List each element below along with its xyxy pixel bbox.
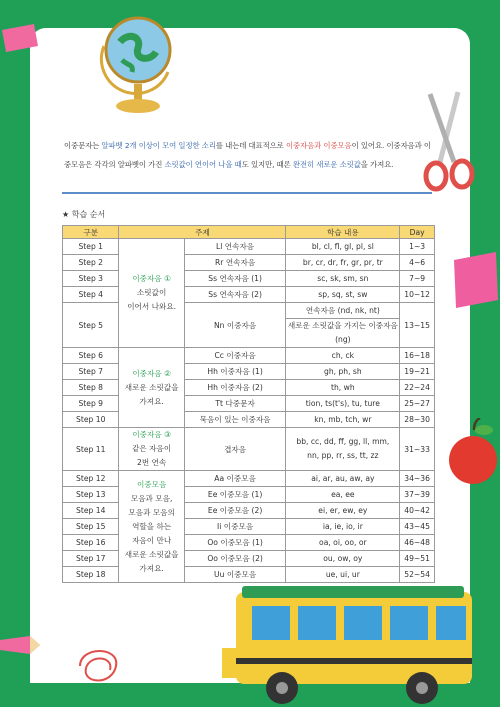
table-row [63, 303, 435, 348]
table-row [63, 287, 435, 303]
section-title: ★ 학습 순서 [62, 210, 106, 219]
day-cell: 37~39 [400, 487, 435, 503]
table-row [63, 551, 435, 567]
content-cell: sc, sk, sm, sn [286, 271, 400, 287]
content-line: (ng) [335, 335, 351, 344]
intro-paragraph [64, 136, 432, 174]
intro-highlight: 이중자음과 이중모음 [285, 141, 352, 150]
topic-cell: Oo 이중모음 (2) [184, 551, 286, 567]
day-cell: 7~9 [400, 271, 435, 287]
group-title: 이중자음 ③ [132, 430, 171, 439]
content-cell: br, cr, dr, fr, gr, pr, tr [286, 255, 400, 271]
group-desc: 같은 자음이 [132, 444, 172, 453]
step-cell: Step 10 [63, 412, 119, 428]
study-order-table [62, 225, 435, 583]
day-cell: 22~24 [400, 380, 435, 396]
content-cell: ai, ar, au, aw, ay [286, 471, 400, 487]
topic-cell: Uu 이중모음 [184, 567, 286, 583]
topic-cell: Ss 연속자음 (2) [184, 287, 286, 303]
group-desc: 역할을 하는 [132, 521, 172, 531]
table-row [63, 239, 435, 255]
intro-highlight: 알파벳 2개 이상이 모여 일정한 소리 [101, 141, 216, 150]
day-cell: 40~42 [400, 503, 435, 519]
intro-text: 를 내는데 대표적으로 [215, 141, 286, 150]
group-title: 이중자음 ① [132, 274, 171, 283]
group-title: 이중자음 ② [132, 368, 171, 378]
step-cell: Step 1 [63, 239, 119, 255]
table-header-row [63, 226, 435, 239]
day-cell: 43~45 [400, 519, 435, 535]
table-row [63, 380, 435, 396]
topic-cell: 겹자음 [184, 428, 286, 471]
content-cell: th, wh [286, 380, 400, 396]
group-desc: 새로운 소릿값을 [124, 549, 179, 559]
content-line: 새로운 소릿값을 가지는 이중자음 [287, 321, 398, 330]
topic-cell: Ee 이중모음 (2) [184, 503, 286, 519]
table-row [63, 396, 435, 412]
table-row [63, 503, 435, 519]
content-cell: ue, ui, ur [286, 567, 400, 583]
table-row [63, 487, 435, 503]
step-cell: Step 2 [63, 255, 119, 271]
content-cell: bl, cl, fl, gl, pl, sl [286, 239, 400, 255]
content-line: nn, pp, rr, ss, tt, zz [307, 451, 379, 460]
step-cell: Step 8 [63, 380, 119, 396]
sticky-note-icon [448, 250, 500, 312]
intro-text: 이중문자는 [64, 141, 102, 150]
table-row [63, 412, 435, 428]
step-cell: Step 9 [63, 396, 119, 412]
school-bus-icon [222, 582, 492, 707]
content-cell: gh, ph, sh [286, 364, 400, 380]
group-desc: 가져요. [139, 396, 164, 406]
content-cell: ch, ck [286, 348, 400, 364]
step-cell: Step 11 [63, 428, 119, 471]
group-desc: 모음과 모음, [130, 493, 173, 503]
intro-text: 도 있지만, 때론 [241, 160, 293, 169]
column-header: 학습 내용 [286, 226, 400, 239]
day-cell: 52~54 [400, 567, 435, 583]
day-cell: 28~30 [400, 412, 435, 428]
group-cell [119, 471, 184, 583]
day-cell: 25~27 [400, 396, 435, 412]
content-cell: ea, ee [286, 487, 400, 503]
topic-cell: Oo 이중모음 (1) [184, 535, 286, 551]
group-cell [119, 348, 184, 428]
topic-cell: Hh 이중자음 (2) [184, 380, 286, 396]
table-row [63, 348, 435, 364]
table-row [63, 471, 435, 487]
topic-cell: Ee 이중모음 (1) [184, 487, 286, 503]
step-cell: Step 3 [63, 271, 119, 287]
paper-scrap-icon [0, 24, 40, 54]
table-row [63, 567, 435, 583]
content-line: 연속자음 (nd, nk, nt) [286, 303, 399, 319]
content-cell: oa, oi, oo, or [286, 535, 400, 551]
content-cell: ia, ie, io, ir [286, 519, 400, 535]
day-cell: 34~36 [400, 471, 435, 487]
column-header: Day [400, 226, 435, 239]
day-cell: 49~51 [400, 551, 435, 567]
step-cell: Step 12 [63, 471, 119, 487]
group-desc: 2번 연속 [136, 458, 167, 467]
day-cell: 13~15 [400, 303, 435, 348]
day-cell: 16~18 [400, 348, 435, 364]
day-cell: 4~6 [400, 255, 435, 271]
group-desc: 자음이 만나 [132, 535, 172, 545]
content-cell: ou, ow, oy [286, 551, 400, 567]
topic-cell: Aa 이중모음 [184, 471, 286, 487]
content-cell: sp, sq, st, sw [286, 287, 400, 303]
intro-text: 이 있어요. 이중자음과 이중모음은 각각의 알파벳이 가진 [64, 141, 431, 169]
day-cell: 10~12 [400, 287, 435, 303]
day-cell: 31~33 [400, 428, 435, 471]
step-cell: Step 4 [63, 287, 119, 303]
table-row [63, 535, 435, 551]
column-header: 구분 [63, 226, 119, 239]
group-title: 이중모음 [136, 479, 167, 489]
content-cell: ei, er, ew, ey [286, 503, 400, 519]
topic-cell: Rr 연속자음 [184, 255, 286, 271]
intro-highlight: 소릿값이 연이어 나올 때 [164, 160, 242, 169]
group-cell [119, 428, 184, 471]
group-desc: 소릿값이 [136, 288, 167, 297]
topic-cell: Hh 이중자음 (1) [184, 364, 286, 380]
content-line: bb, cc, dd, ff, gg, ll, mm, [296, 437, 390, 446]
step-cell: Step 5 [63, 303, 119, 348]
topic-cell: Ss 연속자음 (1) [184, 271, 286, 287]
intro-text: 을 가져요. [360, 160, 394, 169]
content-cell [286, 428, 400, 471]
step-cell: Step 14 [63, 503, 119, 519]
topic-cell: Ii 이중모음 [184, 519, 286, 535]
day-cell: 46~48 [400, 535, 435, 551]
group-desc: 가져요. [139, 563, 164, 573]
topic-cell: 묵음이 있는 이중자음 [184, 412, 286, 428]
intro-highlight: 완전히 새로운 소릿값 [292, 160, 361, 169]
divider [62, 192, 432, 194]
group-cell [119, 239, 184, 348]
column-header: 주제 [119, 226, 286, 239]
content-cell: tion, ts(t's), tu, ture [286, 396, 400, 412]
topic-cell: Ll 연속자음 [184, 239, 286, 255]
table-row [63, 255, 435, 271]
step-cell: Step 18 [63, 567, 119, 583]
step-cell: Step 7 [63, 364, 119, 380]
day-cell: 19~21 [400, 364, 435, 380]
step-cell: Step 13 [63, 487, 119, 503]
step-cell: Step 17 [63, 551, 119, 567]
topic-cell: Cc 이중자음 [184, 348, 286, 364]
table-row [63, 271, 435, 287]
content-cell [286, 303, 400, 348]
globe-icon [98, 2, 178, 122]
pencil-icon [0, 634, 44, 658]
step-cell: Step 16 [63, 535, 119, 551]
content-cell: kn, mb, tch, wr [286, 412, 400, 428]
group-desc: 모음과 모음의 [128, 507, 175, 517]
table-row [63, 428, 435, 471]
step-cell: Step 15 [63, 519, 119, 535]
topic-cell: Tt 다중문자 [184, 396, 286, 412]
apple-icon [446, 418, 500, 488]
scribble-icon [70, 640, 130, 690]
table-row [63, 519, 435, 535]
topic-cell: Nn 이중자음 [184, 303, 286, 348]
group-desc: 새로운 소릿값을 [124, 382, 179, 392]
step-cell: Step 6 [63, 348, 119, 364]
group-desc: 이어서 나와요. [127, 302, 177, 311]
day-cell: 1~3 [400, 239, 435, 255]
table-row [63, 364, 435, 380]
